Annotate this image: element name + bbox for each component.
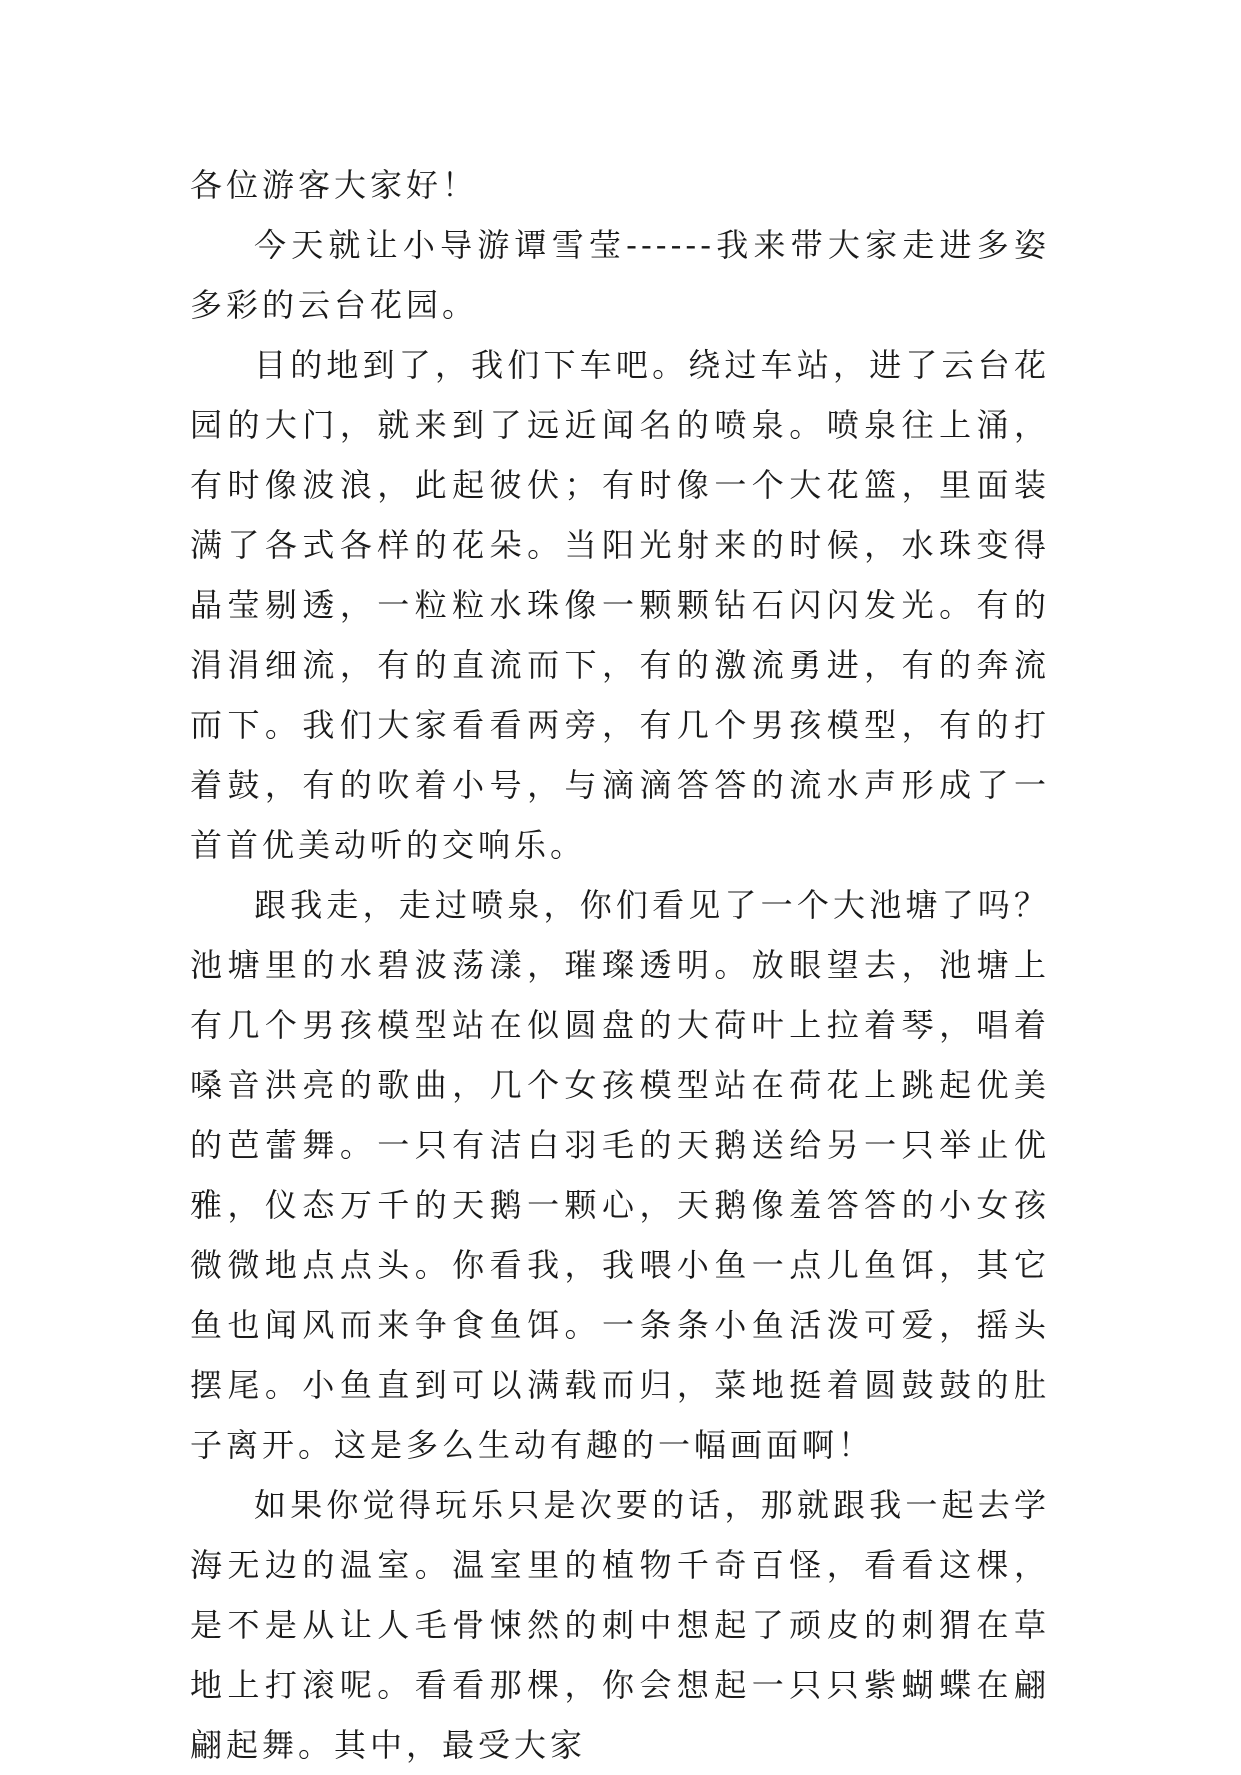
document-body <box>190 155 1050 1775</box>
intro-paragraph: 今天就让小导游谭雪莹------我来带大家走进多姿多彩的云台花园。 <box>190 226 1050 324</box>
fountain-paragraph: 目的地到了，我们下车吧。绕过车站，进了云台花园的大门，就来到了远近闻名的喷泉。喷泉往上涌，有时像波浪，此起彼伏；有时像一个大花篮，里面装满了各式各样的花朵。当阳光射来的时候，水珠变得晶莹剔透，一粒粒水珠像一颗颗钻石闪闪发光。有的涓涓细流，有的直流而下，有的激流勇进，有的奔流而下。我们大家看看两旁，有几个男孩模型，有的打着鼓，有的吹着小号，与滴滴答答的流水声形成了一首首优美动听的交响乐。 <box>190 346 1050 864</box>
pond-paragraph: 跟我走，走过喷泉，你们看见了一个大池塘了吗？池塘里的水碧波荡漾，璀璨透明。放眼望去，池塘上有几个男孩模型站在似圆盘的大荷叶上拉着琴，唱着嗓音洪亮的歌曲，几个女孩模型站在荷花上跳起优美的芭蕾舞。一只有洁白羽毛的天鹅送给另一只举止优雅，仪态万千的天鹅一颗心，天鹅像羞答答的小女孩微微地点点头。你看我，我喂小鱼一点儿鱼饵，其它鱼也闻风而来争食鱼饵。一条条小鱼活泼可爱，摇头摆尾。小鱼直到可以满载而归，菜地挺着圆鼓鼓的肚子离开。这是多么生动有趣的一幅画面啊！ <box>190 886 1050 1464</box>
greeting-paragraph: 各位游客大家好！ <box>190 166 479 204</box>
greenhouse-paragraph: 如果你觉得玩乐只是次要的话，那就跟我一起去学海无边的温室。温室里的植物千奇百怪，看看这棵，是不是从让人毛骨悚然的刺中想起了顽皮的刺猬在草地上打滚呢。看看那棵，你会想起一只只紫蝴蝶在翩翩起舞。其中，最受大家 <box>190 1486 1050 1764</box>
